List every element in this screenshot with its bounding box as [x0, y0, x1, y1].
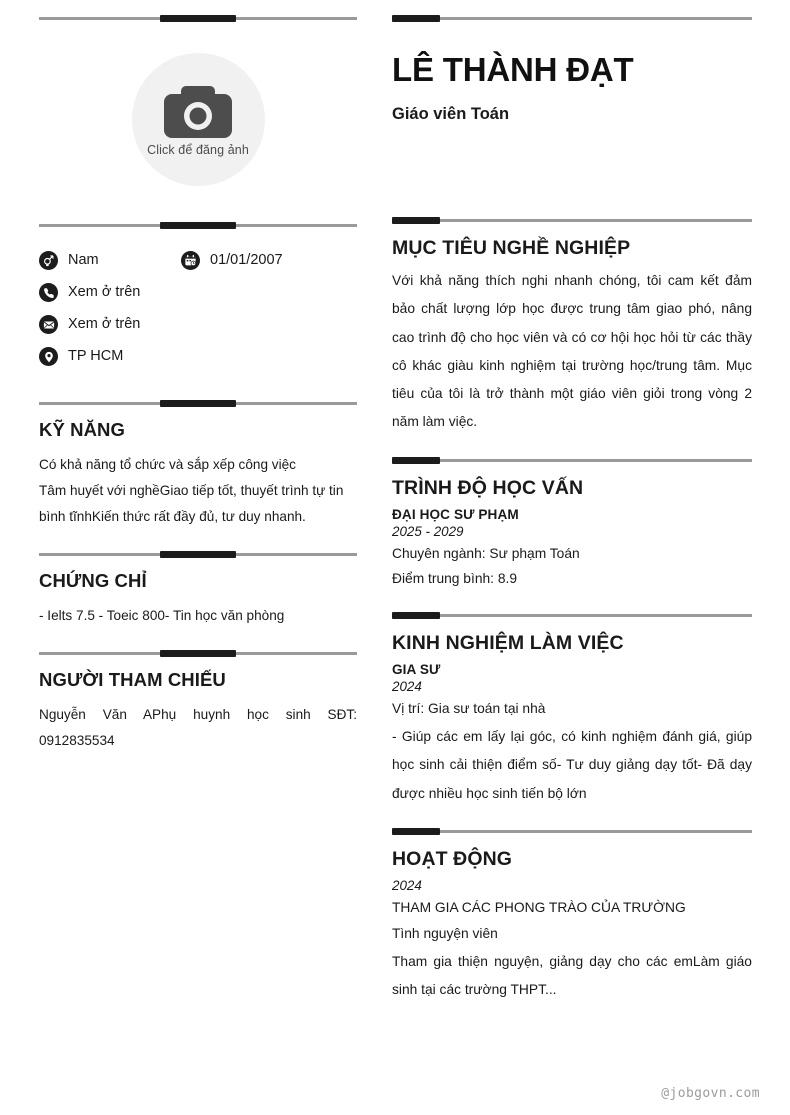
activities-description: Tham gia thiện nguyện, giảng dạy cho các emLàm giáo sinh tại các trường THPT...: [392, 954, 752, 998]
education-title: TRÌNH ĐỘ HỌC VẤN: [392, 476, 584, 499]
contact-row: [39, 251, 357, 270]
divider-objective: [392, 219, 752, 222]
gender-icon: [39, 251, 58, 270]
skills-line-1: Có khả năng tổ chức và sắp xếp công việc: [39, 457, 296, 472]
divider-activities: [392, 830, 752, 833]
address-value: TP HCM: [68, 347, 124, 364]
section-certificates: [39, 530, 357, 629]
education-major: Chuyên ngành: Sư phạm Toán: [392, 545, 580, 561]
contact-block: [39, 227, 357, 366]
camera-icon: [162, 82, 234, 138]
contact-gender[interactable]: [39, 251, 181, 270]
section-activities: [392, 808, 752, 1005]
divider-education: [392, 459, 752, 462]
job-title: Giáo viên Toán: [392, 104, 510, 123]
certificates-title: CHỨNG CHỈ: [39, 570, 147, 592]
location-pin-icon: [39, 347, 58, 366]
phone-icon: [39, 283, 58, 302]
activities-organization: THAM GIA CÁC PHONG TRÀO CỦA TRƯỜNG: [392, 900, 686, 916]
birthday-value: 01/01/2007: [210, 251, 283, 268]
section-references: [39, 629, 357, 754]
skills-line-2: Tâm huyết với nghềGiao tiếp tốt, thuyết trình tự tin bình tĩnhKiến thức rất đầy đủ, tư duy nhanh.: [39, 483, 344, 525]
gender-value: Nam: [68, 251, 99, 268]
objective-title: MỤC TIÊU NGHỀ NGHIỆP: [392, 236, 631, 259]
header-block: [392, 20, 752, 124]
objective-body: Với khả năng thích nghi nhanh chóng, tôi cam kết đảm bảo chất lượng lớp học được trung tâm giao phó, nâng cao trình độ cho học viên và có cơ hội học hỏi từ các thầy cô khác giàu kinh nghiệm tại trường học/trung tâm. Mục tiêu của tôi là trở thành một giáo viên giỏi trong vòng 2 năm làm việc.: [392, 272, 752, 430]
divider-references: [39, 652, 357, 655]
divider-experience: [392, 614, 752, 617]
experience-date: 2024: [392, 678, 422, 694]
contact-row: [39, 283, 357, 302]
section-experience: [392, 592, 752, 808]
divider-skills: [39, 402, 357, 405]
divider-top-left: [39, 17, 357, 20]
contact-birthday[interactable]: [181, 251, 283, 270]
contact-row: [39, 347, 357, 366]
experience-position: Vị trí: Gia sư toán tại nhà: [392, 700, 546, 716]
divider-certificates: [39, 553, 357, 556]
experience-company: GIA SƯ: [392, 661, 441, 677]
page-title: LÊ THÀNH ĐẠT: [392, 51, 634, 88]
certificates-line-1: - Ielts 7.5 - Toeic 800- Tin học văn phòng: [39, 608, 285, 624]
calendar-icon: [181, 251, 200, 270]
divider-contact: [39, 224, 357, 227]
left-column: [0, 0, 357, 755]
education-school: ĐẠI HỌC SƯ PHẠM: [392, 506, 519, 522]
avatar-label: Click để đăng ảnh: [147, 143, 249, 157]
avatar-upload[interactable]: [132, 53, 265, 186]
education-gpa: Điểm trung bình: 8.9: [392, 571, 518, 587]
contact-address[interactable]: [39, 347, 181, 366]
section-education: [392, 437, 752, 592]
education-date: 2025 - 2029: [392, 523, 464, 539]
references-line-1: Nguyễn Văn APhụ huynh học sinh SĐT: 0912835534: [39, 707, 357, 749]
contact-email[interactable]: [39, 315, 181, 334]
avatar-section: [39, 20, 357, 224]
right-column: [357, 0, 790, 1005]
activities-date: 2024: [392, 878, 422, 894]
experience-description: - Giúp các em lấy lại góc, có kinh nghiệm đánh giá, giúp học sinh cải thiện điểm số- Tư duy giảng dạy tốt- Đã dạy được nhiều học sinh tiến bộ lớn: [392, 729, 752, 801]
activities-title: HOẠT ĐỘNG: [392, 848, 513, 871]
skills-title: KỸ NĂNG: [39, 419, 126, 440]
watermark: @jobgovn.com: [661, 1086, 760, 1101]
contact-row: [39, 315, 357, 334]
section-objective: [392, 124, 752, 437]
divider-top-right: [392, 17, 752, 20]
experience-title: KINH NGHIỆM LÀM VIỆC: [392, 631, 624, 654]
section-skills: [39, 379, 357, 530]
email-value: Xem ở trên: [68, 315, 141, 332]
contact-phone[interactable]: [39, 283, 181, 302]
references-title: NGƯỜI THAM CHIẾU: [39, 669, 226, 691]
envelope-icon: [39, 315, 58, 334]
phone-value: Xem ở trên: [68, 283, 141, 300]
activities-role: Tình nguyện viên: [392, 925, 498, 941]
